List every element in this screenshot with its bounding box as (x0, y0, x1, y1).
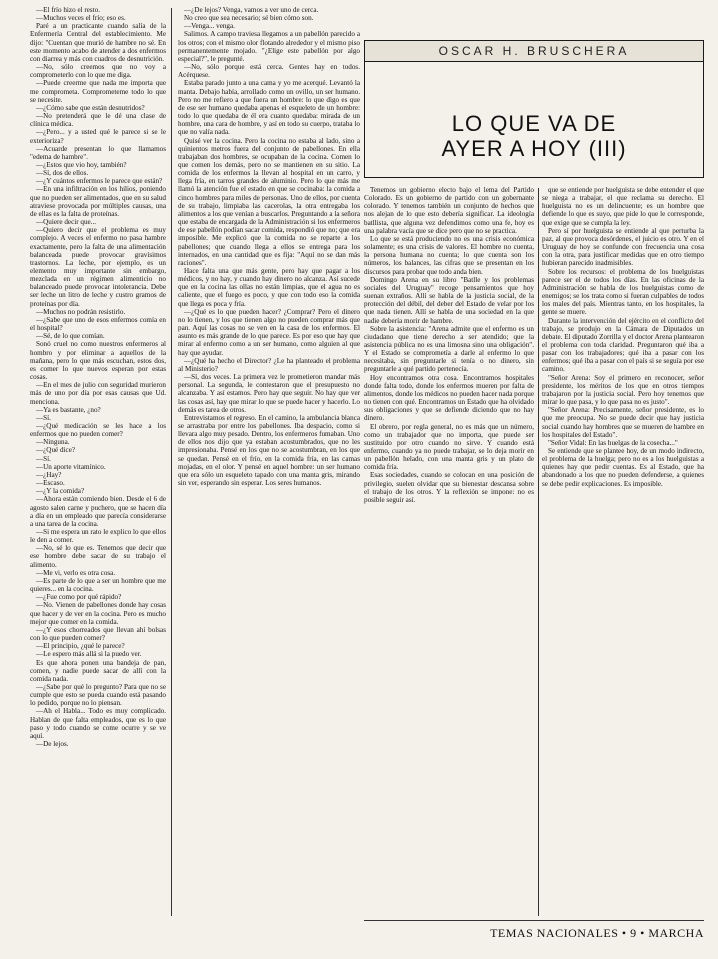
paragraph: No creo que sea necesario; sé bien cómo son. (184, 14, 314, 23)
paragraph: —¿Y cuántos enfermos le parece que están? (36, 177, 163, 186)
footer-rule (364, 920, 704, 921)
paragraph: —¿Cómo sabe que están desnutridos? (36, 103, 145, 112)
paragraph: Durante la intervención del ejército en el conflicto del trabajo, se produjo en la Cámara de Diputados un debate. El diputado Zorrilla y el doctor Arena plantearon el problema con toda claridad. Preguntaron qué iba a pasar con los trabajadores; qué iba a pasar con los enfermos; qué iba a pasar con el país si se seguía por ese camino. (542, 316, 704, 374)
paragraph: —Es parte de lo que a ser un hombre que me quieres... en la cocina. (30, 576, 166, 594)
paragraph: —Muchos no podrán resistirlo. (36, 307, 126, 316)
paragraph: —Sé, de lo que comían. (36, 332, 105, 341)
title-line-1: LO QUE VA DE (451, 111, 617, 136)
paragraph: —Venga... venga. (184, 22, 235, 31)
paragraph: —En el mes de julio con seguridad murieron más de uno por día por esas causas que Ud. menciona. (30, 381, 166, 406)
paragraph: que se entiende por huelguista se debe entender el que se niega a trabajar, el que reclama su derecho. El huelguista no es un delincuente; es un hombre que defiende lo que es suyo, que pide lo que le corresponde, que exige que se cumpla la ley. (542, 186, 704, 227)
paragraph: —Ya es bastante, ¿no? (36, 405, 101, 414)
article-column-4 (542, 186, 704, 916)
paragraph: Salimos. A campo traviesa llegamos a un pabellón parecido a los otros; con el mismo olor flotando alrededor y el mismo piso permanentemente mojado. "¿Elige este pabellón por algo especial?", le pregunté. (178, 30, 360, 63)
paragraph: —¿Qué es lo que pueden hacer? ¿Comprar? Pero el dinero no lo tienen, y los que tienen algo no pueden comprar más que pan. Aquí las cosas no se ven en la casa de los enfermos. El asunto es más grande de lo que parece. Es por eso que hay que mirar al enfermo como a un ser humano, como alguien al que hay que ayudar. (178, 307, 360, 357)
paragraph: —Sí, dos de ellos. (36, 169, 89, 178)
paragraph: —No pretenderá que le dé una clase de clínica médica. (30, 112, 166, 129)
paragraph: Sobre los recursos: el problema de los huelguistas parece ser el de todos los días. En las oficinas de la Administración se habla de los huelguistas como de enemigos; se los trata como si fueran culpables de todos los males del país. Mientras tanto, en los hospitales, la gente se muere. (542, 267, 704, 317)
paragraph: —El principio, ¿qué le parece? (36, 642, 125, 651)
paragraph: —¿Sabe que uno de esos enfermos comía en el hospital? (30, 315, 166, 333)
paragraph: —Escaso. (36, 479, 65, 488)
paragraph: Sobre la asistencia: "Arena admite que el enfermo es un ciudadano que tiene derecho a ser atendido; que la asistencia pública no es una limosna sino una obligación". Y el Estado se comprometía a darle al enfermo lo que necesitaba, sin preguntarle si tenía o no dinero, sin preguntarle a qué partido pertenecía. (364, 324, 534, 374)
paragraph: —¿Qué dice? (36, 446, 76, 455)
article-column-3 (364, 186, 534, 916)
paragraph: Pero sí por huelguista se entiende al que perturba la paz, al que provoca desórdenes, el juicio es otro. Y en el Uruguay de hoy se confunde con frecuencia una cosa con la otra, para justificar medidas que en otro tiempo hubieran parecido inadmisibles. (542, 226, 704, 268)
paragraph: —Le espero más allá si la puedo ver. (36, 650, 142, 659)
paragraph: —¿Y esos chorreados que llevan ahí bolsas con lo que pueden comer? (30, 625, 166, 643)
paragraph: —¿Hay? (36, 470, 62, 479)
paragraph: —Quiere decir que... (36, 218, 97, 227)
article-header (364, 40, 704, 178)
paragraph: —De lejos. (36, 740, 69, 749)
paragraph: Hace falta una que más gente, pero hay que pagar a los médicos, y no hay, y cuando hay dinero no alcanza. Así sucede que en la cocina las ollas no están limpias, que el agua no es caliente, que el fuego es poco, y que con todo eso la comida que llega es poca y fría. (178, 267, 360, 308)
paragraph: Paré a un practicante cuando salía de la Enfermería Central del establecimiento. Me dijo: "Cuentan que murió de hambre no sé. En este momento acabo de atender a dos enfermos con diarrea y más con cuadros de desnutrición. (30, 22, 166, 63)
article-column-1 (30, 6, 166, 918)
paragraph: "Señor Arena: Soy el primero en reconocer, señor presidente, los méritos de los que en otros tiempos trabajaron por la justicia social. Pero hoy tenemos que mirar lo que pasa, y lo que pasa no es justo". (542, 373, 704, 407)
paragraph: "Señor Arena: Precisamente, señor presidente, es lo que me preocupa. No se puede decir que hay justicia social cuando hay hombres que se mueren de hambre en los hospitales del Estado". (542, 406, 704, 439)
paragraph: —Muchos veces el frío; eso es. (36, 14, 126, 23)
paragraph: Domingo Arena en su libro "Batlle y los problemas sociales del Uruguay" recoge pensamientos que hoy suenan extraños. Allí se habla de la justicia social, de la protección del débil, del deber del Estado de velar por los que nada tienen. Allí se habla de una sociedad en la que nadie debería morir de hambre. (364, 275, 534, 325)
paragraph: Entrevistamos el regreso. En el camino, la ambulancia blanca se arrastraba por entre los pabellones. Iba despacio, como si llevara algo muy pesado. Dentro, los enfermeros fumaban. Uno de ellos nos dijo que ya estaban acostumbrados, que no les impresionaba. Pensé en los que no se acostumbran, en los que se quedan. Pensé en el frío, en la comida fría, en las camas mojadas, en el olor. Y pensé en aquel hombre: un ser humano que era sólo un esqueleto tapado con una manta gris, mirando sin ver, esperando sin esperar. Los seres humanos. (178, 413, 360, 488)
paragraph: —¿Sabe por qué lo pregunto? Para que no se cumple que esto se pueda cuando está pasando lo pedido, porque no lo piensan. (30, 682, 166, 708)
paragraph: Quisé ver la cocina. Pero la cocina no estaba al lado, sino a quinientos metros fuera del conjunto de pabellones. En ella trabajaban dos hombres, se ocupaban de la cocina. Comen lo que comen los demás, pero no se mantienen en su sitio. La comida de los enfermos la llevan al hospital en un carro, y llega fría, en tarros grandes de aluminio. Pero lo que más me llamó la atención fue el estado en que se cocinaba: la comida a cinco hombres para miles de personas. Uno de ellos, por cuenta de su trabajo, limpiaba las cacerolas, la otra entregaba los alimentos a los que venían a buscarlos. Preguntando a la señora que estaba de encargada de la Administración si los enfermeros de ese pabellón podían sacar comida, respondió que no; que era imposible. Me explicó que la comida no se reparte a los pabellones; que cuando llega a ellos se entrega para los internados, en una cantidad que es fija: "Aquí no se dan más raciones". (178, 136, 360, 267)
paragraph: —¿De lejos? Venga, vamos a ver uno de cerca. (184, 6, 319, 14)
paragraph: —Ahora están comiendo bien. Desde el 6 de agosto salen carne y puchero, que se hacen día a día en un empleado que parecía considerarse a una tarea de la cocina. (30, 495, 166, 528)
paragraph: Es que ahora ponen una bandeja de pan, comen, y nadie puede sacar de allí con la comida nada. (30, 658, 166, 683)
paragraph: Estaba parado junto a una cama y yo me acerqué. Levantó la manta. Debajo había, arrollado como un ovillo, un ser humano. Pero no me refiero a que fuera un hombre: lo que digo es que de ese ser humano quedaba apenas el esqueleto de un hombre: todo lo que quedaba de él era cuanto quedaba: mirada de un hombre, una cara de hombre, y así en todo su cuerpo, trataba lo que no valía nada. (178, 79, 360, 137)
paragraph: —Sí. (36, 413, 51, 422)
paragraph: —En una infiltración en los hilios, poniendo que no pueden ser alimentados, que en su salud atraviese provocada por múltiples causas, una de ellas es la falta de proteínas. (30, 185, 166, 218)
paragraph: —¿Estos que vio hoy, también? (36, 160, 127, 169)
paragraph: Lo que se está produciendo no es una crisis económica solamente; es una crisis de valores. El hombre no cuenta, la persona humana no cuenta; lo que cuenta son los números, los balances, las cifras que se presentan en los discursos para probar que todo anda bien. (364, 234, 534, 276)
paragraph: —No, sé lo que es. Tenemos que decir que ese hombre debe sacar de su trabajo el alimento. (30, 544, 166, 569)
paragraph: —Puede creerme que nada me importa que me comprometa. Comprometeme todo lo que se necesite. (30, 79, 166, 104)
paragraph: —¿Y la comida? (36, 487, 85, 496)
paragraph: —No, sólo porque está cerca. Gentes hay en todos. Acérquese. (178, 63, 360, 80)
paragraph: —Me vi, verlo es otra cosa. (36, 568, 116, 577)
paragraph: —Ninguna. (36, 438, 70, 447)
title-line-2: AYER A HOY (III) (441, 136, 627, 161)
paragraph: —Sí. (36, 454, 51, 463)
page-footer: TEMAS NACIONALES • 9 • MARCHA (490, 926, 704, 940)
paragraph: Tenemos un gobierno electo bajo el lema del Partido Colorado. Es un gobierno de partido con un gobernante colorado. Y tenemos también un conjunto de hechos que nos alejan de lo que esto debería significar. La ideología batllista, que alguna vez defendimos como una fe, hoy es una palabra vacía que se dice pero que no se practica. (364, 186, 534, 235)
paragraph: —Un aporte vitamínico. (36, 462, 106, 471)
author-byline: OSCAR H. BRUSCHERA (365, 41, 703, 62)
paragraph: —Ah el Habla... Todo es muy complicado. Hablan de que falta empleados, que es lo que paso y todo cuando se come ocurre y se ve aquí. (30, 707, 166, 740)
paragraph: "Señor Vidal: En las huelgas de la cosecha..." (548, 438, 678, 447)
paragraph: —El frío hizo el resto. (36, 6, 101, 14)
paragraph: —¿Qué medicación se les hace a los enfermos que no pueden comer? (30, 421, 166, 439)
paragraph: —Si me espera un rato le explico lo que ellos le den a comer. (30, 528, 166, 545)
paragraph: Hoy encontramos otra cosa. Encontramos hospitales donde falta todo, donde los enfermos mueren por falta de alimentos, donde los médicos no pueden hacer nada porque no tienen con qué. Encontramos un Estado que ha olvidado sus obligaciones y que se defiende diciendo que no hay dinero. (364, 373, 534, 423)
paragraph: Sonó cruel no como nuestros enfermeros al hombro y por eliminar a aquellos de la mañana, pero lo que más escuchan, estos dos, es comer lo que nuevos esperan por estas cosas. (30, 340, 166, 382)
column-divider (171, 8, 172, 916)
paragraph: Se entiende que se plantee hoy, de un modo indirecto, el problema de la huelga; pero no es a los huelguistas a quienes hay que pedir cuentas. Es al Estado, que ha abandonado a los que no pueden defenderse, a quienes se debe pedir explicaciones. Es imposible. (542, 447, 704, 488)
paragraph: —¿Fue como por qué rápido? (36, 593, 122, 602)
paragraph: —¿Pero... y a usted qué le parece si se le exterioriza? (30, 128, 166, 145)
article-title (365, 111, 703, 161)
paragraph: —Sí, dos veces. La primera vez le prometieron mandar más personal. La segunda, le contestaron que el presupuesto no alcanzaba. Y así estamos. Pero hay que seguir. No hay que ver las cosas así, hay que mirar lo que se puede hacer y hacerlo. Lo demás es tarea de otros. (178, 373, 360, 414)
paragraph: El obrero, por regla general, no es más que un número, como un trabajador que no importa, que puede ser sustituido por otro cuando no sirve. Y cuando está enfermo, cuando ya no puede trabajar, se lo deja morir en un pabellón helado, con una manta gris y un plato de comida fría. (364, 422, 534, 472)
paragraph: —Quiero decir que el problema es muy complejo. A veces el enfermo no pasa hambre exactamente, pero la falta de una alimentación balanceada puede provocar gravísimos trastornos. La leche, por ejemplo, es un elemento muy importante sin embargo, mezclada en un régimen alimenticio no balanceado puede provocar intolerancia. Debe ser leche un litro de leche y custro gramos de proteínas por día. (30, 226, 166, 308)
paragraph: —Acuarde presentan lo que llamamos "edema de hambre". (30, 144, 166, 161)
paragraph: —No, sólo creemos que no voy a comprometerlo con lo que me diga. (30, 63, 166, 80)
paragraph: Esas sociedades, cuando se colocan en una posición de privilegio, suelen olvidar que su bienestar descansa sobre el trabajo de los otros. Y la reflexión se impone: no es posible seguir así. (364, 471, 534, 504)
column-divider (538, 188, 539, 916)
article-column-2 (178, 6, 360, 918)
paragraph: —No. Vienen de pabellones donde hay cosas que hacer y de ver en la cocina. Pero es mucho mejor que comer en la comida. (30, 601, 166, 626)
paragraph: —¿Qué ha hecho el Director? ¿Le ha planteado el problema al Ministerio? (178, 356, 360, 373)
